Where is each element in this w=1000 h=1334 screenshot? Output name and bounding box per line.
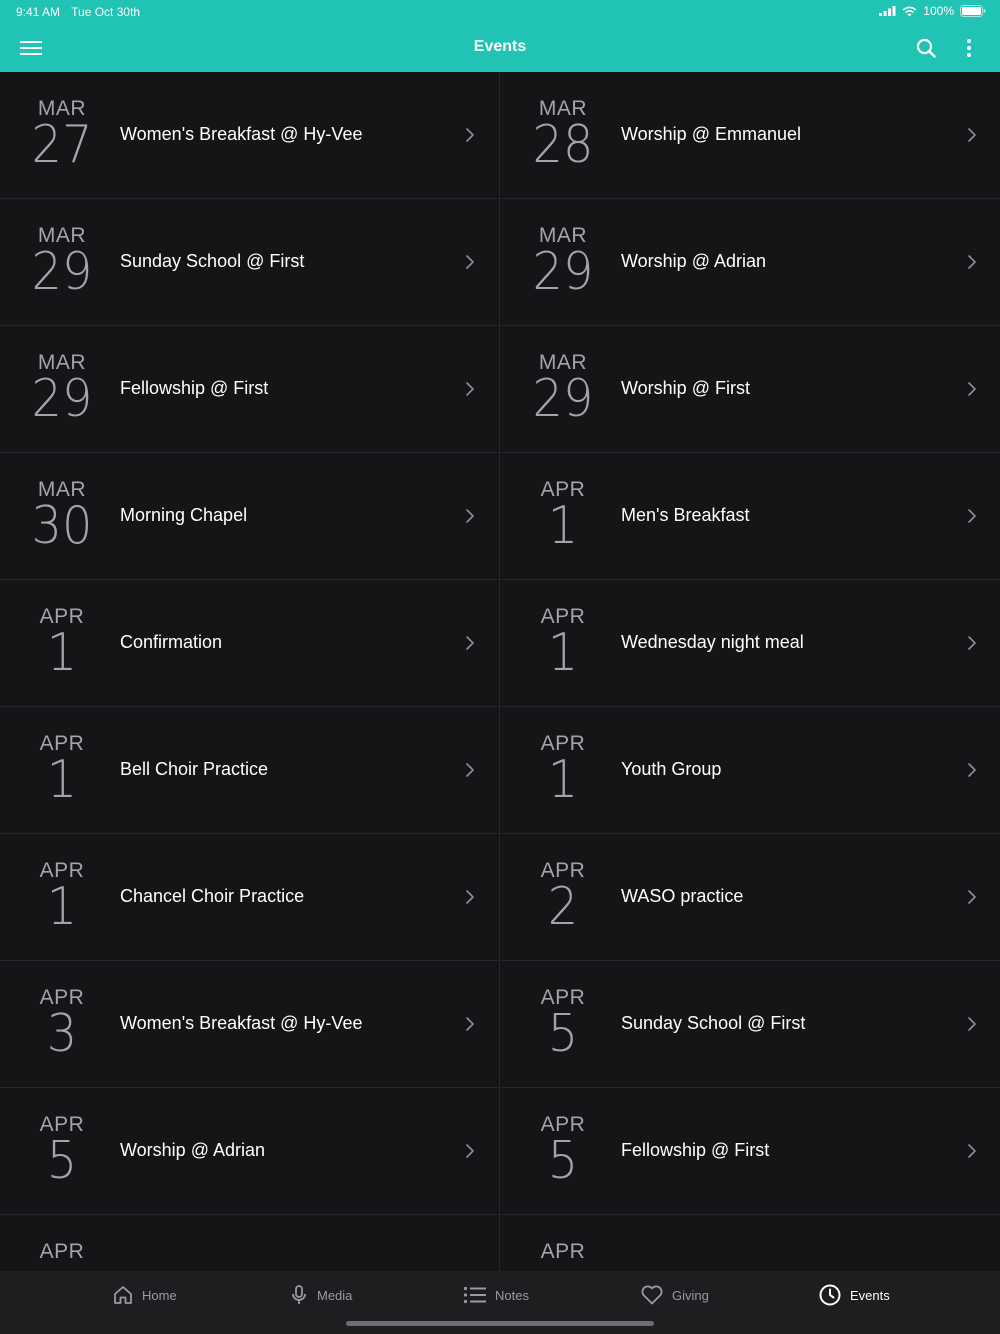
event-cell[interactable] <box>501 580 1000 707</box>
event-title: Women's Breakfast @ Hy-Vee <box>120 124 363 144</box>
event-cell[interactable] <box>0 834 500 961</box>
microphone-icon <box>289 1284 309 1306</box>
event-title: Morning Chapel <box>120 505 248 525</box>
event-month: APR <box>540 605 586 628</box>
chevron-right-icon <box>463 381 477 397</box>
event-cell[interactable] <box>501 834 1000 961</box>
chevron-right-icon <box>463 635 477 651</box>
event-month: APR <box>540 1113 586 1136</box>
battery-percent: 100% <box>923 4 954 18</box>
tab-giving-label: Giving <box>672 1287 709 1303</box>
event-date <box>22 224 102 302</box>
event-date <box>22 732 102 810</box>
event-title: Women's Breakfast @ Hy-Vee <box>120 1013 363 1033</box>
list-icon <box>463 1286 487 1304</box>
tab-notes-label: Notes <box>495 1287 529 1303</box>
event-day: 1 <box>46 623 78 683</box>
event-title: Worship @ Adrian <box>120 1140 266 1160</box>
top-bar <box>0 0 1000 72</box>
event-date <box>523 1113 603 1191</box>
event-title: Sunday School @ First <box>120 251 305 271</box>
event-month: MAR <box>37 478 87 501</box>
event-month: APR <box>39 986 85 1009</box>
event-day: 1 <box>46 877 78 937</box>
heart-icon <box>640 1284 664 1306</box>
event-month: APR <box>540 1240 586 1263</box>
event-month: MAR <box>37 224 87 247</box>
event-day: 28 <box>532 115 594 175</box>
event-date <box>523 732 603 810</box>
event-day: 1 <box>547 496 579 556</box>
event-date <box>523 351 603 429</box>
signal-icon <box>879 6 896 16</box>
chevron-right-icon <box>965 762 979 778</box>
event-date <box>22 1113 102 1191</box>
event-day: 5 <box>547 1004 579 1064</box>
chevron-right-icon <box>463 1016 477 1032</box>
event-month: MAR <box>37 351 87 374</box>
event-day: 2 <box>547 877 579 937</box>
tab-home[interactable] <box>112 1283 177 1307</box>
event-title: Bell Choir Practice <box>120 759 269 779</box>
chevron-right-icon <box>463 254 477 270</box>
chevron-right-icon <box>965 127 979 143</box>
event-cell[interactable] <box>0 580 500 707</box>
event-cell[interactable] <box>501 1215 1000 1271</box>
battery-icon <box>960 5 986 17</box>
status-bar <box>0 0 1000 24</box>
event-date <box>22 605 102 683</box>
event-date <box>523 605 603 683</box>
home-indicator <box>346 1321 654 1326</box>
event-cell[interactable] <box>501 326 1000 453</box>
event-title: Worship @ Emmanuel <box>621 124 801 144</box>
event-day: 5 <box>547 1131 579 1191</box>
event-day: 30 <box>31 496 93 556</box>
chevron-right-icon <box>463 508 477 524</box>
event-title: Confirmation <box>120 632 223 652</box>
event-title: Chancel Choir Practice <box>120 886 305 906</box>
event-cell[interactable] <box>0 453 500 580</box>
chevron-right-icon <box>965 1143 979 1159</box>
chevron-right-icon <box>965 889 979 905</box>
nav-bar <box>0 24 1000 72</box>
search-icon <box>916 38 936 58</box>
event-month: MAR <box>538 224 588 247</box>
event-title: Worship @ First <box>621 378 750 398</box>
event-day: 29 <box>532 242 594 302</box>
event-month: APR <box>540 732 586 755</box>
event-month: MAR <box>538 97 588 120</box>
status-time: 9:41 AM <box>16 5 61 19</box>
event-date <box>523 478 603 556</box>
tab-media[interactable] <box>289 1283 352 1307</box>
event-day: 5 <box>46 1131 78 1191</box>
event-cell[interactable] <box>0 707 500 834</box>
event-cell[interactable] <box>501 199 1000 326</box>
event-cell[interactable] <box>501 707 1000 834</box>
event-cell[interactable] <box>0 1088 500 1215</box>
clock-icon <box>818 1283 842 1307</box>
event-cell[interactable] <box>0 72 500 199</box>
event-month: APR <box>540 478 586 501</box>
tab-bar <box>0 1271 1000 1334</box>
event-title: Wednesday night meal <box>621 632 804 652</box>
event-month: MAR <box>538 351 588 374</box>
event-date <box>523 97 603 175</box>
tab-notes[interactable] <box>463 1283 529 1307</box>
wifi-icon <box>902 6 917 17</box>
event-day: 1 <box>547 750 579 810</box>
event-date <box>523 859 603 937</box>
event-day: 29 <box>31 242 93 302</box>
event-list <box>0 72 1000 1271</box>
tab-giving[interactable] <box>640 1283 709 1307</box>
event-day: 29 <box>532 369 594 429</box>
chevron-right-icon <box>965 381 979 397</box>
tab-events[interactable] <box>818 1283 890 1307</box>
chevron-right-icon <box>463 127 477 143</box>
tab-media-label: Media <box>317 1287 353 1303</box>
tab-events-label: Events <box>850 1287 890 1303</box>
more-options-button[interactable] <box>955 34 983 62</box>
event-month: APR <box>39 732 85 755</box>
chevron-right-icon <box>463 1143 477 1159</box>
search-button[interactable] <box>912 34 940 62</box>
event-date <box>22 859 102 937</box>
more-vertical-icon <box>966 38 972 58</box>
event-month: APR <box>39 859 85 882</box>
event-title: Fellowship @ First <box>120 378 269 398</box>
event-date <box>22 351 102 429</box>
event-date <box>22 478 102 556</box>
event-title: WASO practice <box>621 886 744 906</box>
event-month: APR <box>39 605 85 628</box>
event-cell[interactable] <box>0 1215 500 1271</box>
event-date <box>22 97 102 175</box>
event-cell[interactable] <box>0 199 500 326</box>
event-cell[interactable] <box>501 961 1000 1088</box>
page-title: Events <box>473 38 527 55</box>
event-month: APR <box>39 1240 85 1263</box>
event-cell[interactable] <box>501 72 1000 199</box>
event-date <box>22 1241 102 1263</box>
event-month: MAR <box>37 97 87 120</box>
event-date <box>523 1241 603 1263</box>
status-date: Tue Oct 30th <box>71 5 141 19</box>
event-title: Sunday School @ First <box>621 1013 806 1033</box>
home-icon <box>112 1284 134 1306</box>
event-title: Worship @ Adrian <box>621 251 767 271</box>
event-cell[interactable] <box>501 1088 1000 1215</box>
event-cell[interactable] <box>0 326 500 453</box>
chevron-right-icon <box>463 762 477 778</box>
event-day: 3 <box>46 1004 78 1064</box>
event-month: APR <box>540 986 586 1009</box>
chevron-right-icon <box>965 1016 979 1032</box>
event-month: APR <box>39 1113 85 1136</box>
event-date <box>523 986 603 1064</box>
event-day: 1 <box>46 750 78 810</box>
event-cell[interactable] <box>501 453 1000 580</box>
chevron-right-icon <box>965 254 979 270</box>
event-cell[interactable] <box>0 961 500 1088</box>
event-day: 29 <box>31 369 93 429</box>
event-title: Men's Breakfast <box>621 505 750 525</box>
tab-home-label: Home <box>142 1287 177 1303</box>
event-date <box>523 224 603 302</box>
event-title: Youth Group <box>621 759 722 779</box>
chevron-right-icon <box>463 889 477 905</box>
event-month: APR <box>540 859 586 882</box>
chevron-right-icon <box>965 635 979 651</box>
event-day: 1 <box>547 623 579 683</box>
event-title: Fellowship @ First <box>621 1140 770 1160</box>
event-date <box>22 986 102 1064</box>
chevron-right-icon <box>965 508 979 524</box>
event-day: 27 <box>31 115 93 175</box>
